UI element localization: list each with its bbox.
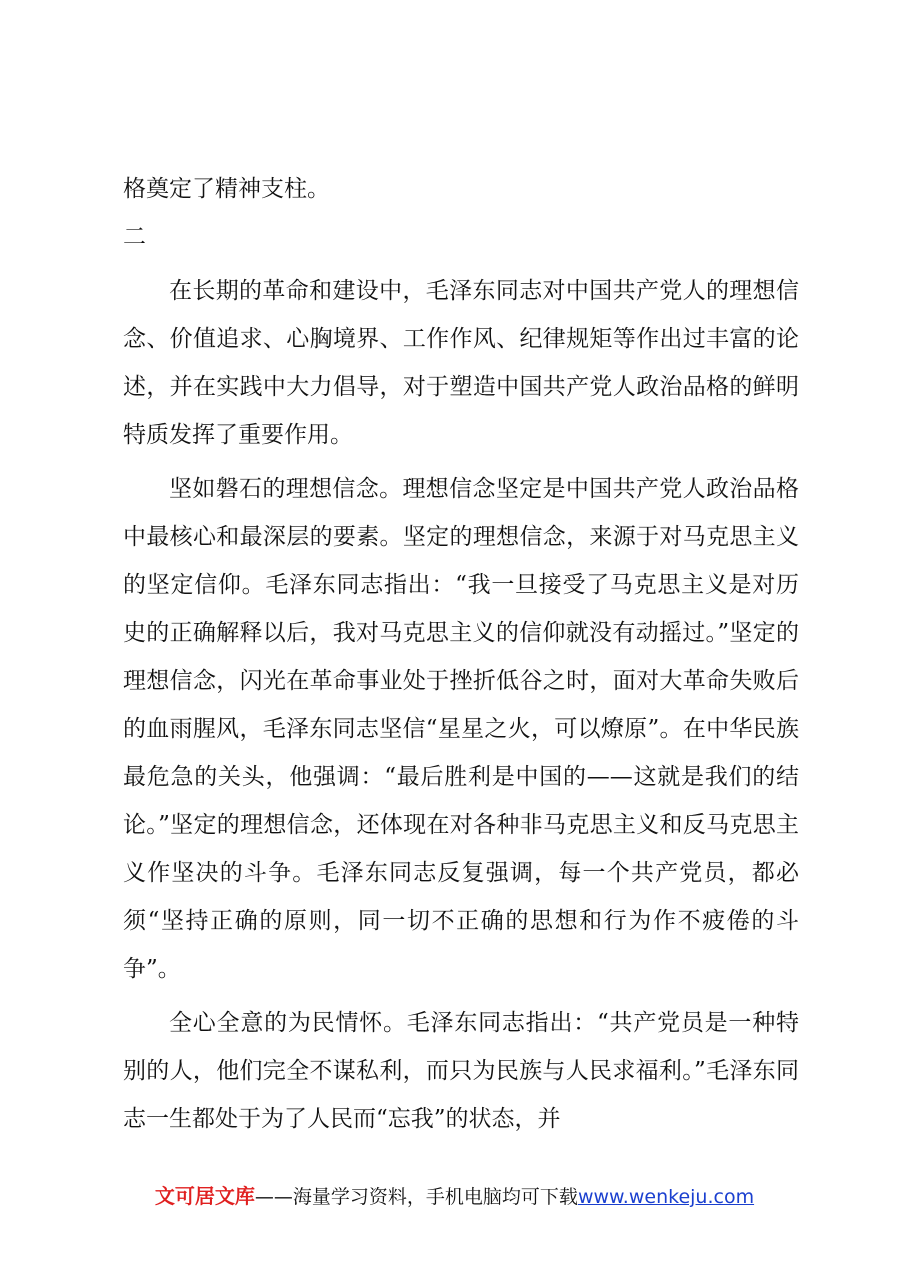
footer-banner — [0, 1180, 909, 1209]
footer-brand: 文可居文库 — [154, 1184, 255, 1208]
footer-tagline: ——海量学习资料，手机电脑均可下载 — [254, 1186, 578, 1208]
paragraph-ideals: 坚如磐石的理想信念。理想信念坚定是中国共产党人政治品格中最核心和最深层的要素。坚定的理想信念，来源于对马克思主义的坚定信仰。毛泽东同志指出：“我一旦接受了马克思主义是对历史的正确解释以后，我对马克思主义的信仰就没有动摇过。”坚定的理想信念，闪光在革命事业处于挫折低谷之时，面对大革命失败后的血雨腥风，毛泽东同志坚信“星星之火，可以燎原”。在中华民族最危急的关头，他强调：“最后胜利是中国的——这就是我们的结论。”坚定的理想信念，还体现在对各种非马克思主义和反马克思主义作坚决的斗争。毛泽东同志反复强调，每一个共产党员，都必须“坚持正确的原则，同一切不正确的思想和行为作不疲倦的斗争”。 — [123, 476, 799, 982]
section-number: 二 — [123, 224, 146, 250]
document-body — [123, 165, 799, 1143]
continuation-line: 格奠定了精神支柱。 — [123, 176, 330, 202]
paragraph-people: 全心全意的为民情怀。毛泽东同志指出：“共产党员是一种特别的人，他们完全不谋私利，而只为民族与人民求福利。”毛泽东同志一生都处于为了人民而“忘我”的状态，并 — [123, 1010, 799, 1132]
paragraph-intro: 在长期的革命和建设中，毛泽东同志对中国共产党人的理想信念、价值追求、心胸境界、工作作风、纪律规矩等作出过丰富的论述，并在实践中大力倡导，对于塑造中国共产党人政治品格的鲜明特质发挥了重要作用。 — [123, 278, 799, 448]
footer-url-link[interactable]: www.wenkeju.com — [577, 1186, 755, 1208]
